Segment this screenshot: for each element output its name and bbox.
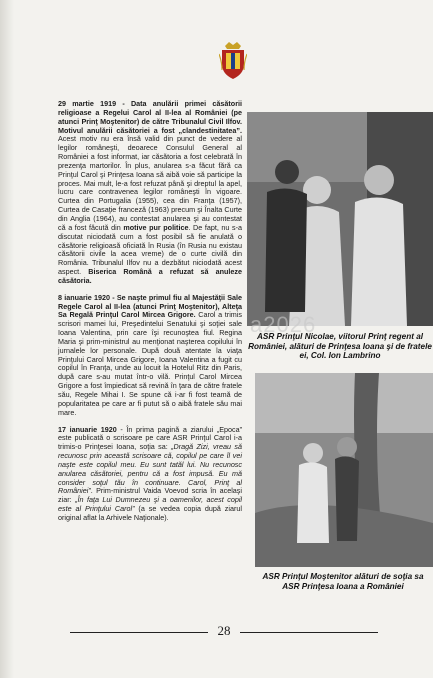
photo-2-image	[255, 373, 433, 567]
watermark: a2026	[250, 312, 317, 337]
photo-nicolae-ioana-lambrino	[247, 112, 433, 326]
photo-1-image	[247, 112, 433, 326]
page-number: 28	[217, 623, 231, 638]
entry-tail: . De fapt, nu s-a discutat niciodată cum a fost posibil să fie anulată o căsătorie religioasă oficiată în Rusia (în Rusia nu existau căsătorii civile la acea vreme) de o curte civilă din România. Tribunalul Ilfov nu a dezbătut niciodată acest aspect.	[58, 222, 242, 277]
entry-quote-2: „În faţa Lui Dumnezeu şi a oamenilor, acest copil este al Prinţului Carol”	[58, 495, 243, 514]
entry-lead: - Data anulării primei căsătorii religioase a Regelui Carol al II-lea al României (pe atunci Prinţ Moştenitor) de către Tribunalul Civil Ilfov. Motivul anulării căsătoriei a fost „clandestinitatea”.	[58, 99, 242, 135]
page-binding-shadow	[0, 0, 14, 678]
entry-final: Biserica Română a refuzat să anuleze căsătoria.	[58, 267, 243, 285]
text-column	[58, 100, 242, 531]
entry-body: Acest motiv nu era însă valid din punct de vedere al legilor româneşti, deoarece Consulul General al României a fost informat, iar căsătoria a fost celebrată în prezenţa martorilor. În plus, anularea s-a făcut fără ca Prinţul Carol şi Prinţesa Ioana să aibă voie să participe la proces. Mai mult, le-a fost refuzat până şi dreptul la apel, lucru care contravenea legilor româneşti în vigoare. Curtea din Portugalia (1955), cea din Franţa (1957), Curtea de Casaţie franceză (1963) precum şi Înalta Curte din Anglia (1964), au contestat anularea şi au contestat că a fost făcută din	[58, 134, 242, 232]
footer-rule-right	[240, 632, 378, 633]
entry-date: 29 martie 1919	[58, 99, 117, 108]
entry-1919	[58, 100, 242, 286]
entry-emphasis: motive pur politice	[123, 222, 189, 232]
entry-lead: - În prima pagină a ziarului „Epoca” este publicată o scrisoare pe care ASR Prinţul Carol i-a trimis-o Prinţesei Ioana, soţia sa:	[58, 424, 243, 452]
entry-lead: - Se naşte primul fiu al Majestăţii Sale Regele Carol al II-lea (atunci Prinţ Moştenitor), Alteţa Sa Regală Prinţul Carol Mircea Grigore.	[58, 292, 243, 320]
entry-body: Carol a trimis scrisori mamei lui, Preşedintelui Senatului şi soţiei sale Ioana Valentina, prin care îşi recunoştea fiul. Regina Maria şi prim-ministrul au menţionat naşterea copilului în jurnalele lor personale. După două atentate la viaţa Prinţului Carol Mircea Grigore, Ioana Valentina a fugit cu copilul în Franţa, unde au locuit la Hotelul Ritz din Paris, după care s-au mutat într-o vilă. Prinţul Carol Mircea Grigore a fost împiedicat să revină în ţara de către fratele său, Regele Mihai I. Se spune că i-ar fi fost teamă de popularitatea pe care ar fi putut să o aibă fratele său mai mare.	[58, 310, 242, 417]
photo-carol-ioana	[255, 373, 433, 567]
entry-quote: „Dragă Zizi, vreau să recunosc prin această scrisoare că, copilul pe care îl vei naşte este copilul meu. Eu sunt tatăl lui. Nu recunosc anularea căsătoriei, pentru că a fost impusă. Eu mă consider soţul tău în continuare. Carol, Prinţ al României”	[58, 442, 242, 496]
coat-of-arms-icon	[219, 40, 247, 80]
entry-1920-letter	[58, 426, 242, 523]
entry-end: (a se vedea copia după ziarul original aflat la Arhivele Naţionale).	[58, 504, 242, 522]
photo-1-caption: ASR Prinţul Nicolae, viitorul Prinţ regent al României, alături de Prinţesa Ioana şi de fratele ei, Col. Ion Lambrino	[248, 332, 432, 361]
footer-rule-left	[70, 632, 208, 633]
entry-tail: . Prim-ministrul Vaida Voevod scria în acelaşi ziar:	[58, 486, 242, 505]
entry-date: 8 ianuarie 1920	[58, 292, 110, 302]
entry-date: 17 ianuarie 1920	[58, 424, 117, 434]
photo-2-caption: ASR Prinţul Moştenitor alături de soţia sa ASR Prinţesa Ioana a României	[262, 572, 424, 591]
entry-1920-birth	[58, 294, 242, 418]
